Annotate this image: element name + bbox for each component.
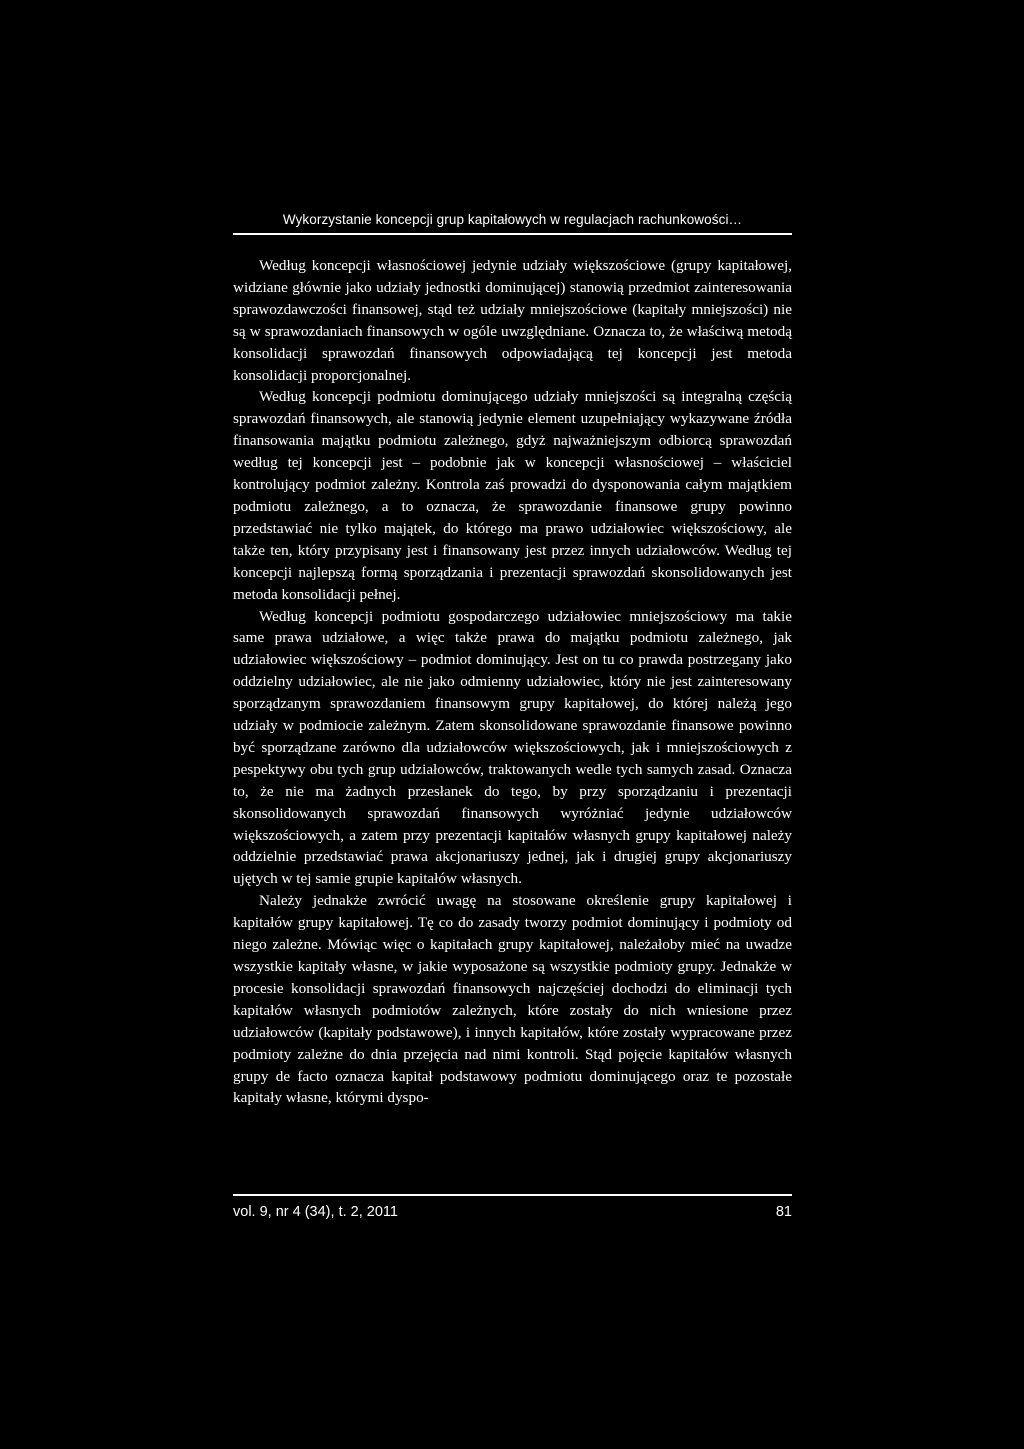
page-number: 81: [775, 1204, 792, 1220]
header-rule: [233, 233, 792, 235]
paragraph: Należy jednakże zwrócić uwagę na stosowane określenie grupy kapitałowej i kapitałów grupy kapitałowej. Tę co do zasady tworzy podmiot dominujący i podmioty od niego zależne. Mówiąc więc o kapitałach grupy kapitałowej, należałoby mieć na uwadze wszystkie kapitały własne, w jakie wyposażone są wszystkie podmioty grupy. Jednakże w procesie konsolidacji sprawozdań finansowych najczęściej dochodzi do eliminacji tych kapitałów własnych podmiotów zależnych, które zostały do nich wniesione przez udziałowców (kapitały podstawowe), i innych kapitałów, które zostały wypracowane przez podmioty zależne do dnia przejęcia nad nimi kontroli. Stąd pojęcie kapitałów własnych grupy de facto oznacza kapitał podstawowy podmiotu dominującego oraz te pozostałe kapitały własne, którymi dyspo-: [233, 892, 792, 1107]
paragraph: Według koncepcji podmiotu gospodarczego udziałowiec mniejszościowy ma takie same prawa udziałowe, a więc także prawa do majątku podmiotu zależnego, jak udziałowiec większościowy – podmiot dominujący. Jest on tu co prawda postrzegany jako oddzielny udziałowiec, ale nie jako odmienny udziałowiec, który nie jest zainteresowany sporządzanym sprawozdaniem finansowym grupy kapitałowej, do której należą jego udziały w podmiocie zależnym. Zatem skonsolidowane sprawozdanie finansowe powinno być sporządzane zarówno dla udziałowców większościowych, jak i mniejszościowych z pespektywy obu tych grup udziałowców, traktowanych wedle tych samych zasad. Oznacza to, że nie ma żadnych przesłanek do tego, by przy sporządzaniu i prezentacji skonsolidowanych sprawozdań finansowych wyróżniać jedynie udziałowców większościowych, a zatem przy prezentacji kapitałów własnych grupy kapitałowej należy oddzielnie przedstawiać prawa akcjonariuszy jednej, jak i drugiej grupy akcjonariuszy ujętych w tej samie grupie kapitałów własnych.: [233, 607, 792, 888]
footer-rule: [233, 1194, 792, 1196]
paragraph: Według koncepcji własnościowej jedynie udziały większościowe (grupy kapitałowej, widziane głównie jako udziały jednostki dominującej) stanowią przedmiot zainteresowania sprawozdawczości finansowej, stąd też udziały mniejszościowe (kapitały mniejszości) nie są w sprawozdaniach finansowych w ogóle uwzględniane. Oznacza to, że właściwą metodą konsolidacji sprawozdań finansowych odpowiadającą tej koncepcji jest metoda konsolidacji proporcjonalnej.: [233, 257, 792, 384]
journal-reference: vol. 9, nr 4 (34), t. 2, 2011: [233, 1204, 398, 1220]
paragraph: Według koncepcji podmiotu dominującego udziały mniejszości są integralną częścią sprawozdań finansowych, ale stanowią jedynie element uzupełniający wykazywane źródła finansowania majątku podmiotu zależnego, gdyż najważniejszym odbiorcą sprawozdań według tej koncepcji jest – podobnie jak w koncepcji własnościowej – właściciel kontrolujący podmiot zależny. Kontrola zaś prowadzi do dysponowania całym majątkiem podmiotu zależnego, a to oznacza, że sprawozdanie finansowe grupy powinno przedstawiać nie tylko majątek, do którego ma prawo udziałowiec większościowy, ale także ten, który przypisany jest i finansowany jest przez innych udziałowców. Według tej koncepcji najlepszą formą sporządzania i prezentacji sprawozdań skonsolidowanych jest metoda konsolidacji pełnej.: [233, 388, 792, 603]
running-head: Wykorzystanie koncepcji grup kapitałowych w regulacjach rachunkowości…: [282, 212, 743, 227]
article-body: [233, 255, 792, 1109]
